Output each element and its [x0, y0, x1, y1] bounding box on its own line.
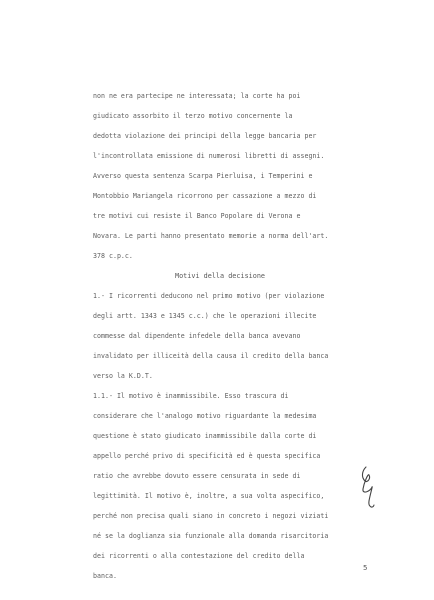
text-line: Avverso questa sentenza Scarpa Pierluisa, i Temperini e	[93, 172, 313, 180]
text-line: giudicato assorbito il terzo motivo concernente la	[93, 112, 293, 120]
text-line: dei ricorrenti o alla contestazione del credito della	[93, 552, 305, 560]
text-line: appello perché privo di specificità ed è questa specifica	[93, 452, 321, 460]
text-line: l'incontrollata emissione di numerosi libretti di assegni.	[93, 152, 325, 160]
text-line: Novara. Le parti hanno presentato memorie a norma dell'art.	[93, 232, 329, 240]
text-line: considerare che l'analogo motivo riguardante la medesima	[93, 412, 317, 420]
text-line: 1.- I ricorrenti deducono nel primo motivo (per violazione	[93, 292, 325, 300]
text-line: ratio che avrebbe dovuto essere censurata in sede di	[93, 472, 301, 480]
text-line: banca.	[93, 572, 117, 580]
text-line: dedotta violazione dei principi della legge bancaria per	[93, 132, 317, 140]
page-number: 5	[363, 564, 368, 572]
text-line: né se la doglianza sia funzionale alla domanda risarcitoria	[93, 532, 329, 540]
text-line: invalidato per illiceità della causa il credito della banca	[93, 352, 329, 360]
text-line: perché non precisa quali siano in concreto i negozi viziati	[93, 512, 329, 520]
text-line: 1.1.- Il motivo è inammissibile. Esso trascura di	[93, 392, 289, 400]
text-line: questione è stato giudicato inammissibile dalla corte di	[93, 432, 317, 440]
text-line: verso la K.D.T.	[93, 372, 153, 380]
handwritten-initial-signature	[357, 465, 379, 515]
section-heading: Motivi della decisione	[175, 272, 266, 280]
text-line: tre motivi cui resiste il Banco Popolare di Verona e	[93, 212, 301, 220]
text-line: Montobbio Mariangela ricorrono per cassazione a mezzo di	[93, 192, 317, 200]
text-line: commesse dal dipendente infedele della banca avevano	[93, 332, 301, 340]
text-line: legittimità. Il motivo è, inoltre, a sua volta aspecifico,	[93, 492, 325, 500]
text-line: 378 c.p.c.	[93, 252, 133, 260]
text-line: degli artt. 1343 e 1345 c.c.) che le operazioni illecite	[93, 312, 317, 320]
text-line: non ne era partecipe ne interessata; la corte ha poi	[93, 92, 301, 100]
